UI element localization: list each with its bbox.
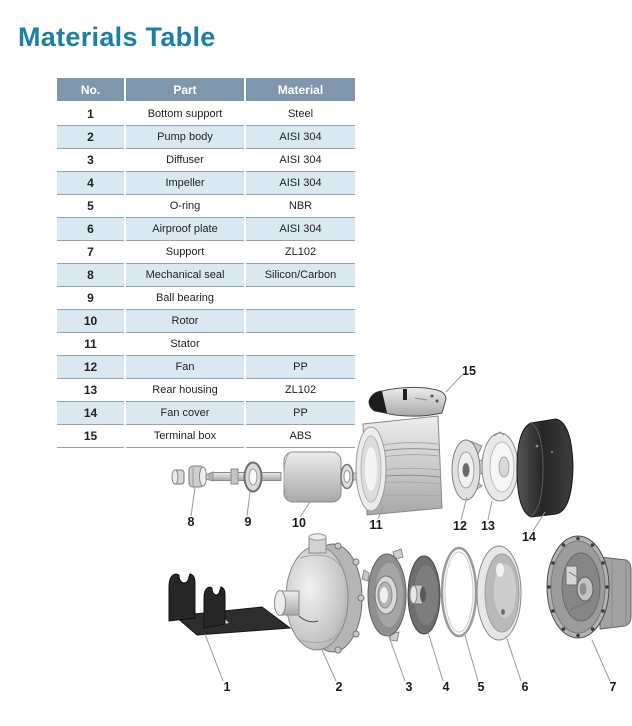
callout-2: 2 [335,680,343,694]
callout-3: 3 [405,680,413,694]
part-15-terminal-box-illustration [369,387,446,416]
cell-part: Ball bearing [125,287,245,310]
cell-no: 13 [57,379,125,402]
callout-5: 5 [477,680,485,694]
callout-11: 11 [369,518,383,532]
part-1-bottom-support-illustration [169,574,290,635]
part-7-support-illustration [547,536,631,638]
column-header-material: Material [245,78,355,102]
callout-6: 6 [521,680,529,694]
callout-1: 1 [223,680,231,694]
part-4-impeller-illustration [408,556,440,634]
callout-7: 7 [609,680,617,694]
cell-part: Fan [125,356,245,379]
cell-part: Fan cover [125,402,245,425]
cell-part: Support [125,241,245,264]
cell-part: Mechanical seal [125,264,245,287]
cell-part: Impeller [125,172,245,195]
cell-material: ZL102 [245,241,355,264]
part-5-o-ring-illustration [442,548,476,636]
page-title: Materials Table [18,22,216,52]
cell-material: NBR [245,195,355,218]
cell-part: O-ring [125,195,245,218]
cell-material: AISI 304 [245,149,355,172]
part-3-diffuser-illustration [362,549,406,641]
callout-12: 12 [453,519,467,533]
cell-part: Rear housing [125,379,245,402]
cell-no: 11 [57,333,125,356]
cell-material: AISI 304 [245,126,355,149]
cell-no: 15 [57,425,125,448]
cell-material: Steel [245,102,355,126]
cell-part: Stator [125,333,245,356]
part-8-mechanical-seal-illustration [172,466,207,487]
cell-no: 9 [57,287,125,310]
cell-material: ABS [245,425,355,448]
callout-13: 13 [481,519,495,533]
cell-part: Terminal box [125,425,245,448]
cell-no: 7 [57,241,125,264]
callout-14: 14 [522,530,536,544]
cell-no: 10 [57,310,125,333]
cell-material: AISI 304 [245,172,355,195]
cell-material: PP [245,402,355,425]
part-14-fan-cover-illustration [517,419,573,517]
part-6-airproof-plate-illustration [477,546,521,640]
callout-8: 8 [187,515,195,529]
column-header-no: No. [57,78,125,102]
callout-10: 10 [292,516,306,530]
part-9-ball-bearing-shaft-illustration [206,463,281,492]
cell-no: 3 [57,149,125,172]
cell-no: 14 [57,402,125,425]
cell-no: 12 [57,356,125,379]
cell-part: Airproof plate [125,218,245,241]
cell-no: 5 [57,195,125,218]
cell-part: Diffuser [125,149,245,172]
callout-15: 15 [462,364,476,378]
cell-material: ZL102 [245,379,355,402]
cell-part: Bottom support [125,102,245,126]
column-header-part: Part [125,78,245,102]
cell-no: 6 [57,218,125,241]
cell-material: Silicon/Carbon [245,264,355,287]
cell-no: 8 [57,264,125,287]
part-13-rear-housing-illustration [482,432,518,501]
cell-no: 1 [57,102,125,126]
cell-part: Rotor [125,310,245,333]
part-11-stator-illustration [356,416,442,515]
callout-9: 9 [244,515,252,529]
cell-material: AISI 304 [245,218,355,241]
cell-no: 4 [57,172,125,195]
cell-part: Pump body [125,126,245,149]
part-2-pump-body-illustration [275,534,365,653]
cell-material: PP [245,356,355,379]
cell-no: 2 [57,126,125,149]
callout-4: 4 [442,680,450,694]
